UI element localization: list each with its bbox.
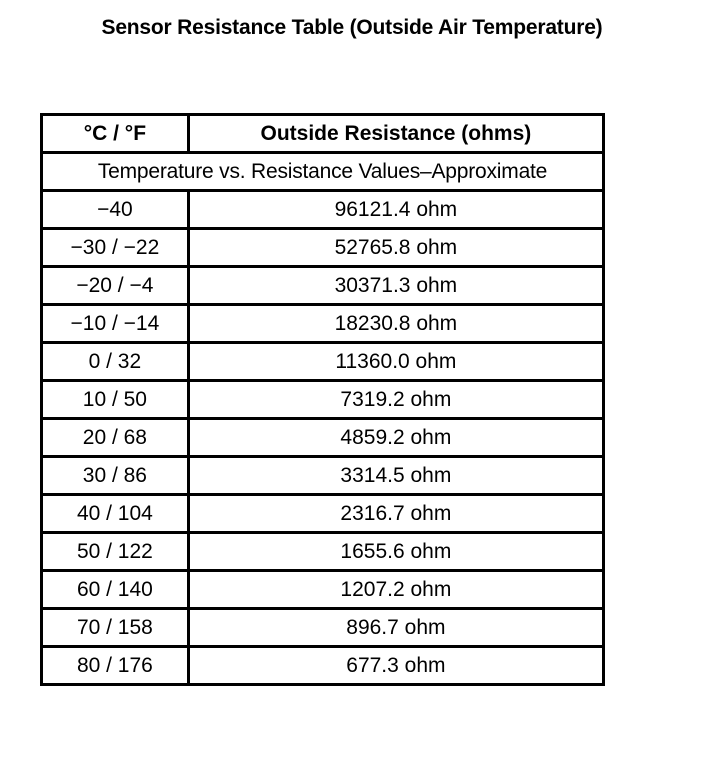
table-row [42,647,604,685]
table-caption: Temperature vs. Resistance Values–Approximate [42,153,604,191]
table-header-row [42,115,604,153]
table-row [42,533,604,571]
table-row [42,609,604,647]
table-row [42,267,604,305]
resistance-cell: 896.7 ohm [188,609,603,647]
temperature-cell: 50 / 122 [42,533,189,571]
temperature-cell: 60 / 140 [42,571,189,609]
temperature-cell: 0 / 32 [42,343,189,381]
table-row [42,457,604,495]
resistance-table [40,113,605,686]
resistance-cell: 3314.5 ohm [188,457,603,495]
temperature-cell: −20 / −4 [42,267,189,305]
temperature-cell: 70 / 158 [42,609,189,647]
resistance-cell: 18230.8 ohm [188,305,603,343]
resistance-cell: 4859.2 ohm [188,419,603,457]
temperature-cell: 40 / 104 [42,495,189,533]
page-title: Sensor Resistance Table (Outside Air Temperature) [101,16,603,39]
table-body [42,191,604,685]
resistance-cell: 2316.7 ohm [188,495,603,533]
temperature-cell: −30 / −22 [42,229,189,267]
table-row [42,343,604,381]
table-caption-row [42,153,604,191]
temperature-column-header: °C / °F [42,115,189,153]
resistance-cell: 52765.8 ohm [188,229,603,267]
resistance-cell: 96121.4 ohm [188,191,603,229]
table-row [42,305,604,343]
temperature-cell: 10 / 50 [42,381,189,419]
table-row [42,571,604,609]
resistance-cell: 11360.0 ohm [188,343,603,381]
resistance-column-header: Outside Resistance (ohms) [188,115,603,153]
temperature-cell: 80 / 176 [42,647,189,685]
table-row [42,419,604,457]
table-row [42,229,604,267]
temperature-cell: −10 / −14 [42,305,189,343]
resistance-cell: 1655.6 ohm [188,533,603,571]
table-row [42,191,604,229]
table-row [42,381,604,419]
resistance-cell: 30371.3 ohm [188,267,603,305]
table-row [42,495,604,533]
resistance-cell: 7319.2 ohm [188,381,603,419]
temperature-cell: 30 / 86 [42,457,189,495]
temperature-cell: −40 [42,191,189,229]
resistance-cell: 677.3 ohm [188,647,603,685]
resistance-cell: 1207.2 ohm [188,571,603,609]
temperature-cell: 20 / 68 [42,419,189,457]
